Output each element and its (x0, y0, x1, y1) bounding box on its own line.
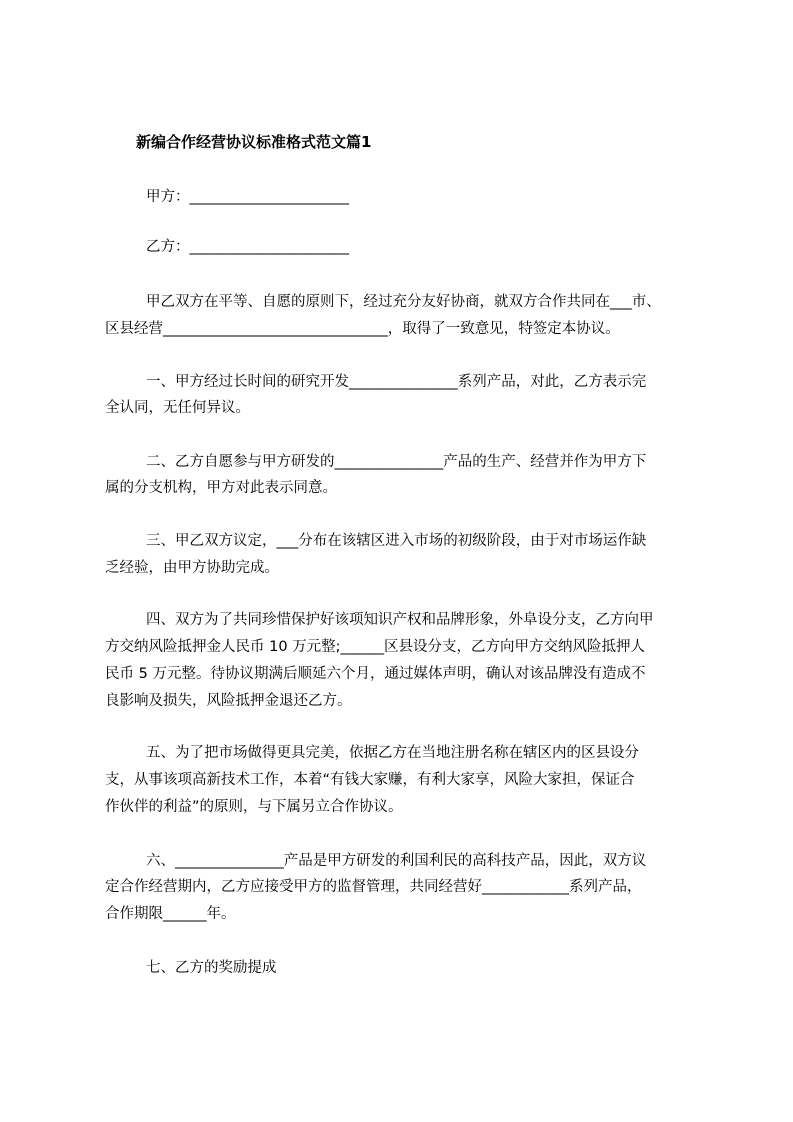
paragraph-line: 良影响及损失，风险抵押金退还乙方。 (105, 693, 352, 709)
paragraph-line: 一、甲方经过长时间的研究开发_______________系列产品，对此，乙方表示完 (146, 374, 647, 390)
paragraph-line: 二、乙方自愿参与甲方研发的_______________产品的生产、经营并作为甲方下 (146, 454, 647, 470)
paragraph-line: 支，从事该项高新技术工作，本着“有钱大家赚，有利大家享，风险大家担，保证合 (105, 772, 635, 788)
paragraph-line: 乏经验，由甲方协助完成。 (105, 560, 279, 576)
paragraph-line: 区县经营_______________________________，取得了一致意见，特签定本协议。 (105, 321, 620, 337)
paragraph-line: 作伙伴的利益”的原则，与下属另立合作协议。 (105, 799, 403, 815)
paragraph-line: 民币 5 万元整。待协议期满后顺延六个月，通过媒体声明，确认对该品牌没有造成不 (105, 666, 646, 682)
paragraph-line: 六、_______________产品是甲方研发的利国利民的高科技产品，因此，双方议 (146, 853, 647, 869)
paragraph-line: 三、甲乙双方议定，___分布在该辖区进入市场的初级阶段，由于对市场运作缺 (146, 533, 647, 549)
paragraph-line: 甲乙双方在平等、自愿的原则下，经过充分友好协商，就双方合作共同在___市、 (146, 294, 661, 310)
paragraph-line: 四、双方为了共同珍惜保护好该项知识产权和品牌形象，外阜设分支，乙方向甲 (146, 612, 654, 628)
paragraph-line: 全认同，无任何异议。 (105, 400, 250, 416)
party-a-line: 甲方：______________________ (146, 189, 349, 205)
paragraph-line: 五、为了把市场做得更具完美，依据乙方在当地注册名称在辖区内的区县设分 (146, 745, 639, 761)
paragraph-line: 合作期限______年。 (105, 906, 236, 922)
paragraph-line: 定合作经营期内，乙方应接受甲方的监督管理，共同经营好____________系列产品， (105, 879, 642, 895)
paragraph-line: 属的分支机构，甲方对此表示同意。 (105, 480, 337, 496)
document-title: 新编合作经营协议标准格式范文篇1 (136, 133, 372, 151)
paragraph-line: 方交纳风险抵押金人民币 10 万元整;______区县设分支，乙方向甲方交纳风险抵押人 (105, 639, 646, 655)
party-b-line: 乙方：______________________ (146, 239, 349, 255)
clause-7-heading: 七、乙方的奖励提成 (146, 960, 277, 976)
